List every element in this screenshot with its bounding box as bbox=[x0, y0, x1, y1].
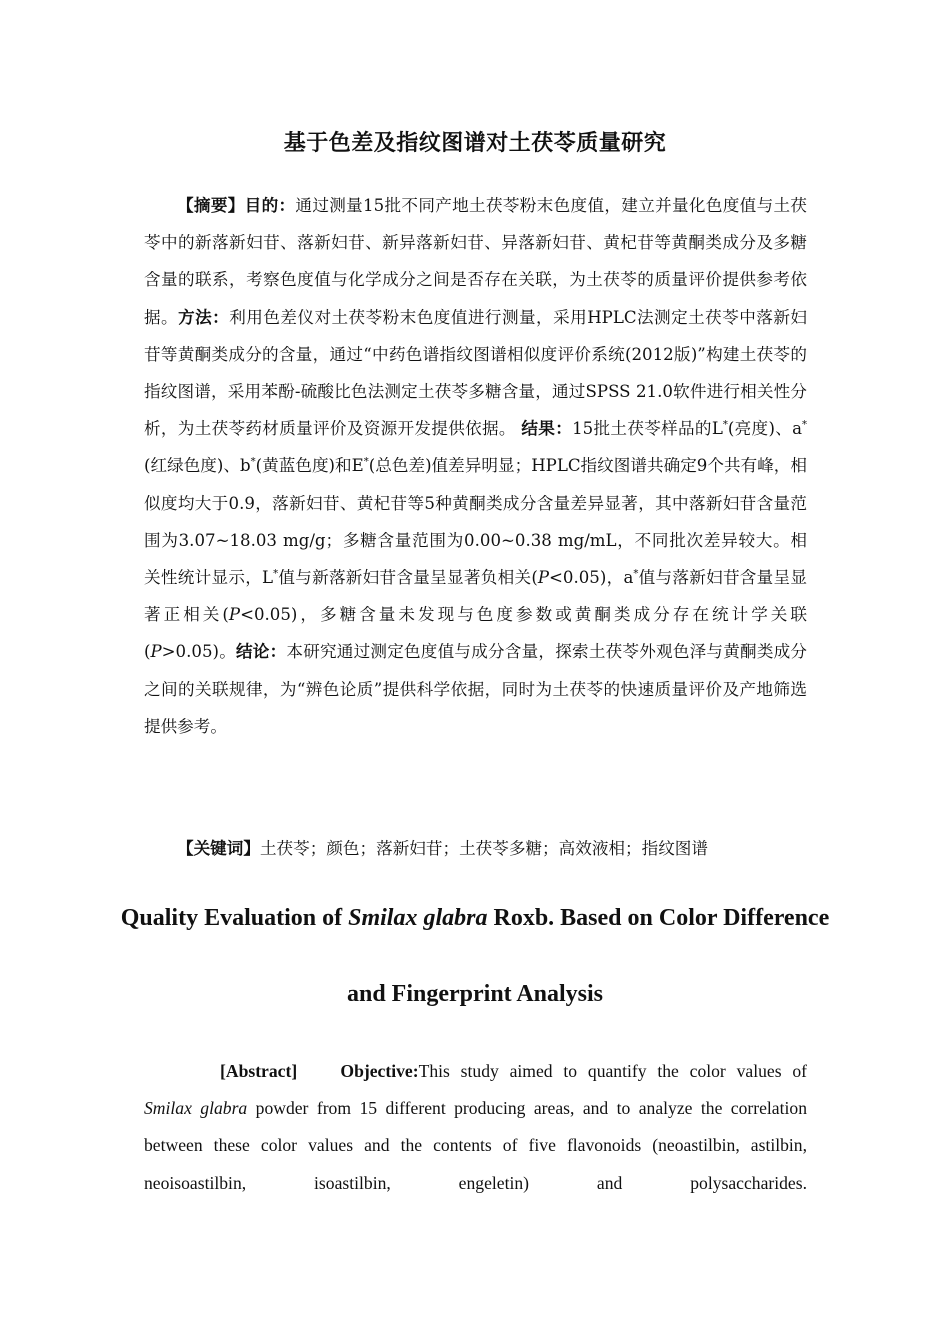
superscript-star: * bbox=[250, 456, 256, 468]
superscript-star: * bbox=[722, 419, 728, 431]
superscript-star: * bbox=[633, 568, 639, 580]
p-symbol: P bbox=[150, 642, 162, 662]
objective-text: 通过测量15批不同产地土茯苓粉末色度值，建立并量化色度值与土茯苓中的新落新妇苷、落新妇苷、新异落新妇苷、异落新妇苷、黄杞苷等黄酮类成分及多糖含量的联系，考察色度值与化学成分之间是否存在关联，为土茯苓的质量评价提供参考依据。 bbox=[144, 196, 808, 327]
superscript-star: * bbox=[273, 568, 279, 580]
method-text: 利用色差仪对土茯苓粉末色度值进行测量，采用HPLC法测定土茯苓中落新妇苷等黄酮类成分的含量，通过“中药色谱指纹图谱相似度评价系统(2012版)”构建土茯苓的指纹图谱，采用苯酚-硫酸比色法测定土茯苓多糖含量，通过SPSS 21.0软件进行相关性分析，为土茯苓药材质量评价及资源开发提供依据。 bbox=[144, 307, 807, 439]
result-text-10: >0.05)。 bbox=[161, 642, 236, 662]
keywords-label: 【关键词】 bbox=[177, 839, 260, 858]
result-text-2: (亮度)、a bbox=[727, 419, 803, 439]
english-title-part1: Quality Evaluation of bbox=[120, 905, 349, 931]
superscript-star: * bbox=[802, 419, 808, 431]
english-abstract-text-2: powder from 15 different producing areas, and to analyze the correlation between these color values and the contents of five flavonoids (neoastilbin, astilbin, neoisoastilbin, isoastilbin, engeletin) and polysaccharides. bbox=[144, 1098, 807, 1193]
english-title-part2: Roxb. Based on Color Difference and Fingerprint Analysis bbox=[346, 905, 830, 1007]
method-label: 方法： bbox=[178, 307, 230, 327]
result-text-5: (总色差)值差异明显；HPLC指纹图谱共确定9个共有峰，相似度均大于0.9，落新妇苷、黄杞苷等5种黄酮类成分含量差异显著，其中落新妇苷含量范围为3.07~18.03 mg/g；多糖含量范围为0.00~0.38 mg/mL，不同批次差异较大。相关性统计显示，L bbox=[144, 456, 807, 588]
result-text-7: <0.05)，a bbox=[548, 568, 634, 588]
conclusion-text: 本研究通过测定色度值与成分含量，探索土茯苓外观色泽与黄酮类成分之间的关联规律，为“辨色论质”提供科学依据，同时为土茯苓的快速质量评价及产地筛选提供参考。 bbox=[144, 642, 808, 736]
english-abstract-label: [Abstract] bbox=[220, 1061, 298, 1081]
chinese-abstract bbox=[144, 187, 807, 745]
keywords-text: 土茯苓；颜色；落新妇苷；土茯苓多糖；高效液相；指纹图谱 bbox=[259, 839, 708, 858]
english-title-species: Smilax glabra bbox=[348, 905, 488, 931]
result-text-8: 值与落新妇苷含量呈显著正相关( bbox=[144, 568, 807, 625]
chinese-title: 基于色差及指纹图谱对土茯苓质量研究 bbox=[283, 131, 667, 156]
english-abstract bbox=[144, 1053, 807, 1202]
english-title bbox=[100, 880, 850, 1032]
superscript-star: * bbox=[363, 456, 369, 468]
result-text-1: 15批土茯苓样品的L bbox=[572, 419, 723, 439]
result-text-4: (黄蓝色度)和E bbox=[255, 456, 364, 476]
result-text-3: (红绿色度)、b bbox=[144, 456, 251, 476]
result-text-9: <0.05)，多糖含量未发现与色度参数或黄酮类成分存在统计学关联( bbox=[144, 605, 807, 662]
p-symbol: P bbox=[228, 605, 241, 625]
objective-label: 目的： bbox=[244, 196, 296, 215]
chinese-keywords bbox=[144, 830, 807, 867]
result-label: 结果： bbox=[521, 419, 573, 439]
p-symbol: P bbox=[537, 568, 549, 588]
conclusion-label: 结论： bbox=[236, 642, 287, 662]
abstract-label: 【摘要】 bbox=[177, 196, 245, 215]
english-abstract-species: Smilax glabra bbox=[144, 1098, 248, 1119]
english-objective-label: Objective: bbox=[340, 1061, 419, 1081]
result-text-6: 值与新落新妇苷含量呈显著负相关( bbox=[278, 568, 538, 588]
english-abstract-text-1: This study aimed to quantify the color values of bbox=[418, 1061, 807, 1081]
